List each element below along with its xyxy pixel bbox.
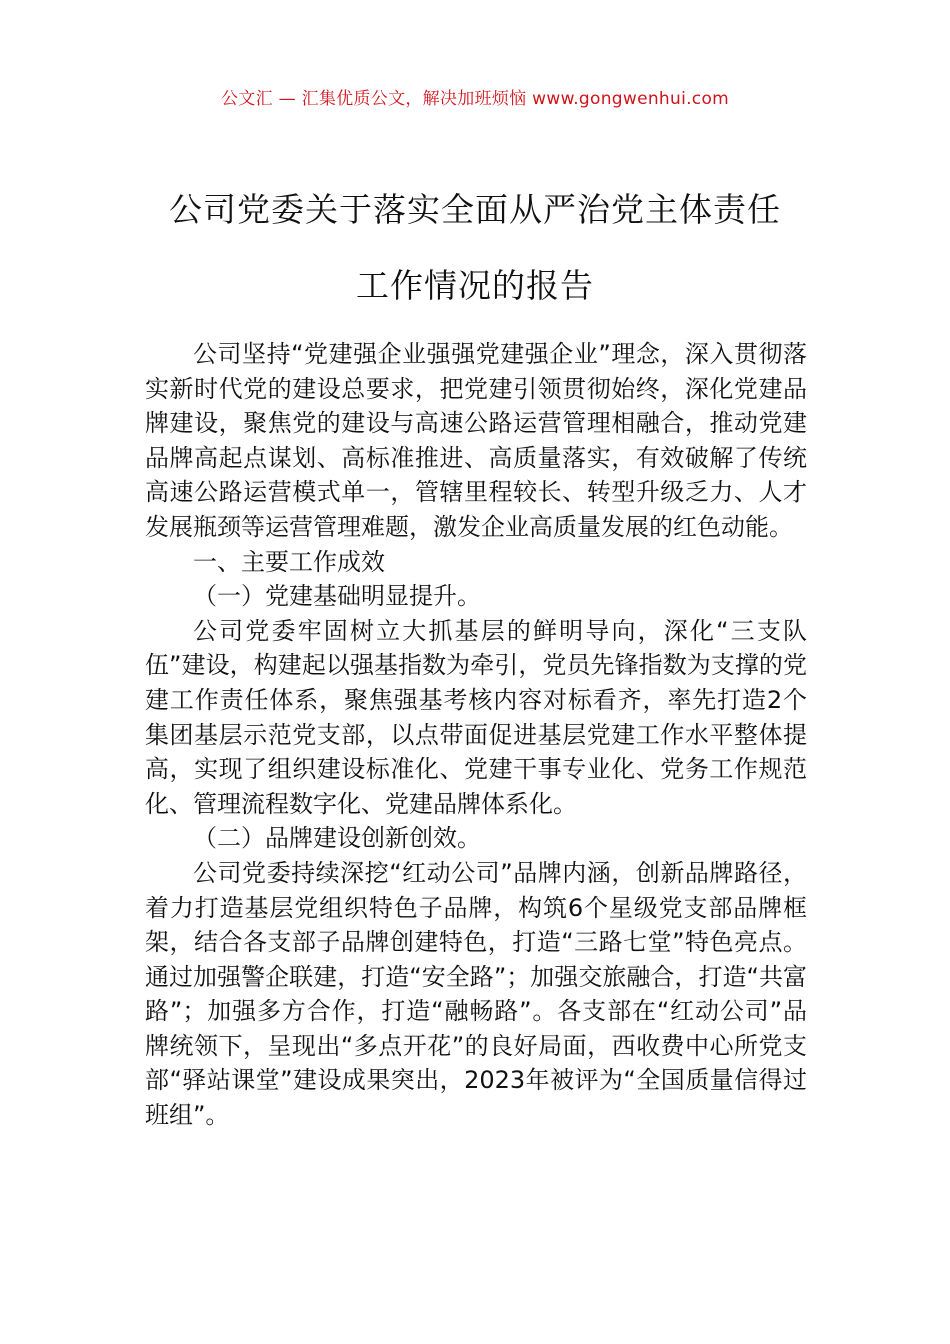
title-line-2: 工作情况的报告 (356, 266, 594, 305)
subsection-heading-2: （二）品牌建设创新创效。 (193, 824, 481, 853)
subsection-heading-1: （一）党建基础明显提升。 (193, 582, 481, 611)
paragraph-intro: 公司坚持“党建强企业强强党建强企业”理念，深入贯彻落实新时代党的建设总要求，把党建引领贯彻始终，深化党建品牌建设，聚焦党的建设与高速公路运营管理相融合，推动党建品牌高起点谋划、高标准推进、高质量落实，有效破解了传统高速公路运营模式单一，管辖里程较长、转型升级乏力、人才发展瓶颈等运营管理难题，激发企业高质量发展的红色动能。 (145, 340, 807, 541)
document-body (145, 337, 807, 1133)
paragraph-brand-building: 公司党委持续深挖“红动公司”品牌内涵，创新品牌路径，着力打造基层党组织特色子品牌，构筑6个星级党支部品牌框架，结合各支部子品牌创建特色，打造“三路七堂”特色亮点。通过加强警企联建，打造“安全路”；加强交旅融合，打造“共富路”；加强多方合作，打造“融畅路”。各支部在“红动公司”品牌统领下，呈现出“多点开花”的良好局面，西收费中心所党支部“驿站课堂”建设成果突出，2023年被评为“全国质量信得过班组”。 (145, 858, 807, 1130)
section-heading-1: 一、主要工作成效 (193, 547, 385, 576)
document-title (100, 172, 850, 324)
paragraph-party-foundation: 公司党委牢固树立大抓基层的鲜明导向，深化“三支队伍”建设，构建起以强基指数为牵引，党员先锋指数为支撑的党建工作责任体系，聚焦强基考核内容对标看齐，率先打造2个集团基层示范党支部，以点带面促进基层党建工作水平整体提高，实现了组织建设标准化、党建干事专业化、党务工作规范化、管理流程数字化、党建品牌体系化。 (145, 616, 807, 818)
watermark-header: 公文汇 — 汇集优质公文，解决加班烦恼 www.gongwenhui.com (220, 89, 730, 109)
title-line-1: 公司党委关于落实全面从严治党主体责任 (169, 190, 781, 229)
